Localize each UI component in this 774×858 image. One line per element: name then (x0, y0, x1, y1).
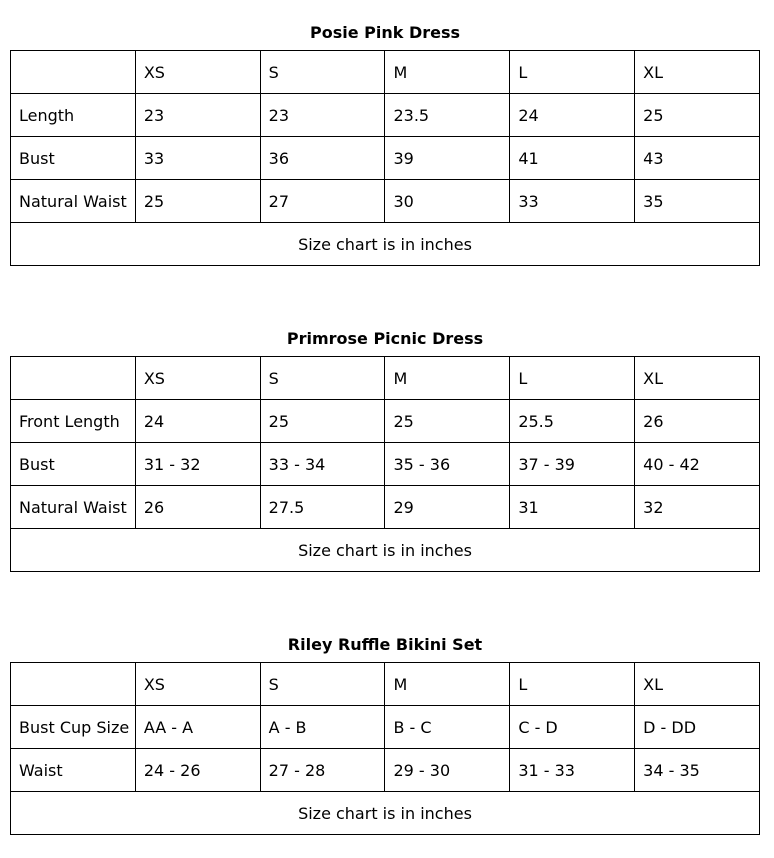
size-header: XL (635, 663, 760, 706)
table-row (11, 486, 760, 529)
units-note: Size chart is in inches (11, 529, 760, 572)
table-row (11, 749, 760, 792)
row-label: Bust (11, 443, 136, 486)
row-label: Natural Waist (11, 180, 136, 223)
table-cell: 25.5 (510, 400, 635, 443)
table-cell: D - DD (635, 706, 760, 749)
header-empty-cell (11, 357, 136, 400)
size-header: XL (635, 357, 760, 400)
table-cell: 30 (385, 180, 510, 223)
table-cell: 35 - 36 (385, 443, 510, 486)
row-label: Natural Waist (11, 486, 136, 529)
table-cell: 25 (135, 180, 260, 223)
chart-title: Posie Pink Dress (309, 23, 461, 42)
size-header: L (510, 357, 635, 400)
table-cell: 29 (385, 486, 510, 529)
table-cell: C - D (510, 706, 635, 749)
row-label: Waist (11, 749, 136, 792)
units-note: Size chart is in inches (11, 223, 760, 266)
table-footer-row (11, 792, 760, 835)
header-empty-cell (11, 663, 136, 706)
size-header: L (510, 51, 635, 94)
table-cell: 27 - 28 (260, 749, 385, 792)
table-cell: 32 (635, 486, 760, 529)
table-cell: 23 (135, 94, 260, 137)
chart-title: Primrose Picnic Dress (286, 329, 484, 348)
table-cell: 27.5 (260, 486, 385, 529)
table-header-row (11, 51, 760, 94)
units-note: Size chart is in inches (11, 792, 760, 835)
size-table (10, 50, 760, 266)
table-row (11, 400, 760, 443)
table-cell: 41 (510, 137, 635, 180)
table-cell: 39 (385, 137, 510, 180)
size-table (10, 356, 760, 572)
size-header: M (385, 357, 510, 400)
size-header: S (260, 51, 385, 94)
size-header: M (385, 51, 510, 94)
table-footer-row (11, 529, 760, 572)
table-cell: 23 (260, 94, 385, 137)
size-header: S (260, 357, 385, 400)
table-cell: 35 (635, 180, 760, 223)
table-header-row (11, 357, 760, 400)
table-cell: 27 (260, 180, 385, 223)
table-row (11, 94, 760, 137)
table-row (11, 180, 760, 223)
table-cell: A - B (260, 706, 385, 749)
table-cell: 37 - 39 (510, 443, 635, 486)
table-row (11, 443, 760, 486)
table-cell: 29 - 30 (385, 749, 510, 792)
table-cell: 25 (260, 400, 385, 443)
table-cell: 25 (635, 94, 760, 137)
table-cell: 33 (135, 137, 260, 180)
table-row (11, 137, 760, 180)
table-cell: B - C (385, 706, 510, 749)
table-footer-row (11, 223, 760, 266)
table-cell: 25 (385, 400, 510, 443)
chart-title: Riley Ruffle Bikini Set (287, 635, 483, 654)
table-cell: 43 (635, 137, 760, 180)
table-cell: AA - A (135, 706, 260, 749)
table-header-row (11, 663, 760, 706)
table-cell: 40 - 42 (635, 443, 760, 486)
table-cell: 33 (510, 180, 635, 223)
size-header: XL (635, 51, 760, 94)
row-label: Bust (11, 137, 136, 180)
table-cell: 24 - 26 (135, 749, 260, 792)
table-cell: 31 - 33 (510, 749, 635, 792)
header-empty-cell (11, 51, 136, 94)
table-cell: 36 (260, 137, 385, 180)
table-cell: 24 (510, 94, 635, 137)
size-header: M (385, 663, 510, 706)
row-label: Length (11, 94, 136, 137)
row-label: Front Length (11, 400, 136, 443)
size-header: S (260, 663, 385, 706)
table-cell: 31 - 32 (135, 443, 260, 486)
size-table (10, 662, 760, 835)
table-cell: 33 - 34 (260, 443, 385, 486)
table-cell: 34 - 35 (635, 749, 760, 792)
table-cell: 31 (510, 486, 635, 529)
table-cell: 24 (135, 400, 260, 443)
size-header: XS (135, 51, 260, 94)
table-cell: 23.5 (385, 94, 510, 137)
size-header: L (510, 663, 635, 706)
row-label: Bust Cup Size (11, 706, 136, 749)
table-cell: 26 (635, 400, 760, 443)
table-row (11, 706, 760, 749)
table-cell: 26 (135, 486, 260, 529)
size-header: XS (135, 357, 260, 400)
size-header: XS (135, 663, 260, 706)
